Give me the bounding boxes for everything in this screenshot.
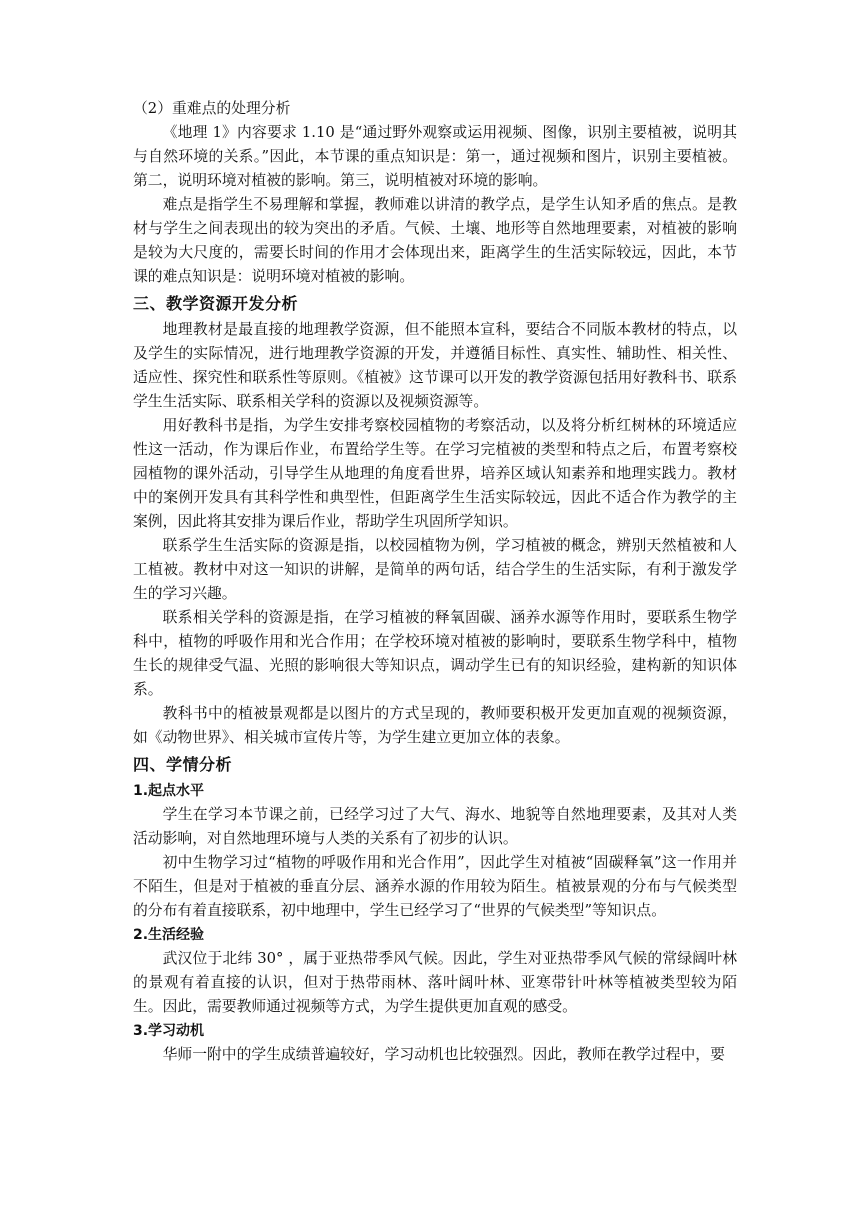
paragraph-resource-textbook: 用好教科书是指，为学生安排考察校园植物的考察活动，以及将分析红树林的环境适应性这一活动，作为课后作业，布置给学生等。在学习完植被的类型和特点之后，布置考察校园植物的课外活动，引导学生从地理的角度看世界，培养区域认知素养和地理实践力。教材中的案例开发具有其科学性和典型性，但距离学生生活实际较远，因此不适合作为教学的主案例，因此将其安排为课后作业，帮助学生巩固所学知识。 [133,417,737,530]
paragraph-starting-level-2: 初中生物学习过“植物的呼吸作用和光合作用”，因此学生对植被“固碳释氧”这一作用并不陌生，但是对于植被的垂直分层、涵养水源的作用较为陌生。植被景观的分布与气候类型的分布有着直接联系，初中地理中，学生已经学习了“世界的气候类型”等知识点。 [133,854,737,919]
paragraph-key-points: 《地理 1》内容要求 1.10 是“通过野外观察或运用视频、图像，识别主要植被，说明其与自然环境的关系。”因此，本节课的重点知识是：第一，通过视频和图片，识别主要植被。第二，说明环境对植被的影响。第三，说明植被对环境的影响。 [133,124,737,189]
paragraph-life-experience: 武汉位于北纬 30° ，属于亚热带季风气候。因此，学生对亚热带季风气候的常绿阔叶林的景观有着直接的认识，但对于热带雨林、落叶阔叶林、亚寒带针叶林等植被类型较为陌生。因此，需要教师通过视频等方式，为学生提供更加直观的感受。 [133,950,737,1015]
sub-heading-life-experience: 2.生活经验 [133,927,205,943]
document-page [133,97,737,1067]
paragraph-difficult-points: 难点是指学生不易理解和掌握，教师难以讲清的教学点，是学生认知矛盾的焦点。是教材与学生之间表现出的较为突出的矛盾。气候、土壤、地形等自然地理要素，对植被的影响是较为大尺度的，需要长时间的作用才会体现出来，距离学生的生活实际较远，因此，本节课的难点知识是：说明环境对植被的影响。 [133,196,737,285]
sub-heading-key-difficult-points: （2）重难点的处理分析 [133,100,291,117]
paragraph-resource-video: 教科书中的植被景观都是以图片的方式呈现的，教师要积极开发更加直观的视频资源，如《动物世界》、相关城市宣传片等，为学生建立更加立体的表象。 [133,705,737,746]
paragraph-starting-level-1: 学生在学习本节课之前，已经学习过了大气、海水、地貌等自然地理要素，及其对人类活动影响，对自然地理环境与人类的关系有了初步的认识。 [133,806,737,847]
heading-learner-analysis: 四、学情分析 [133,755,233,774]
paragraph-motivation: 华师一附中的学生成绩普遍较好，学习动机也比较强烈。因此，教师在教学过程中，要 [162,1046,725,1063]
paragraph-resource-overview: 地理教材是最直接的地理教学资源，但不能照本宣科，要结合不同版本教材的特点，以及学生的实际情况，进行地理教学资源的开发，并遵循目标性、真实性、辅助性、相关性、适应性、探究性和联系性等原则。《植被》这节课可以开发的教学资源包括用好教科书、联系学生生活实际、联系相关学科的资源以及视频资源等。 [133,321,737,410]
sub-heading-starting-level: 1.起点水平 [133,783,205,799]
paragraph-resource-disciplines: 联系相关学科的资源是指，在学习植被的释氧固碳、涵养水源等作用时，要联系生物学科中，植物的呼吸作用和光合作用；在学校环境对植被的影响时，要联系生物学科中，植物生长的规律受气温、光照的影响很大等知识点，调动学生已有的知识经验，建构新的知识体系。 [133,609,737,698]
sub-heading-motivation: 3.学习动机 [133,1023,205,1039]
heading-resource-development: 三、教学资源开发分析 [133,294,299,313]
paragraph-resource-life: 联系学生生活实际的资源是指，以校园植物为例，学习植被的概念，辨别天然植被和人工植被。教材中对这一知识的讲解，是简单的两句话，结合学生的生活实际，有利于激发学生的学习兴趣。 [133,537,737,602]
